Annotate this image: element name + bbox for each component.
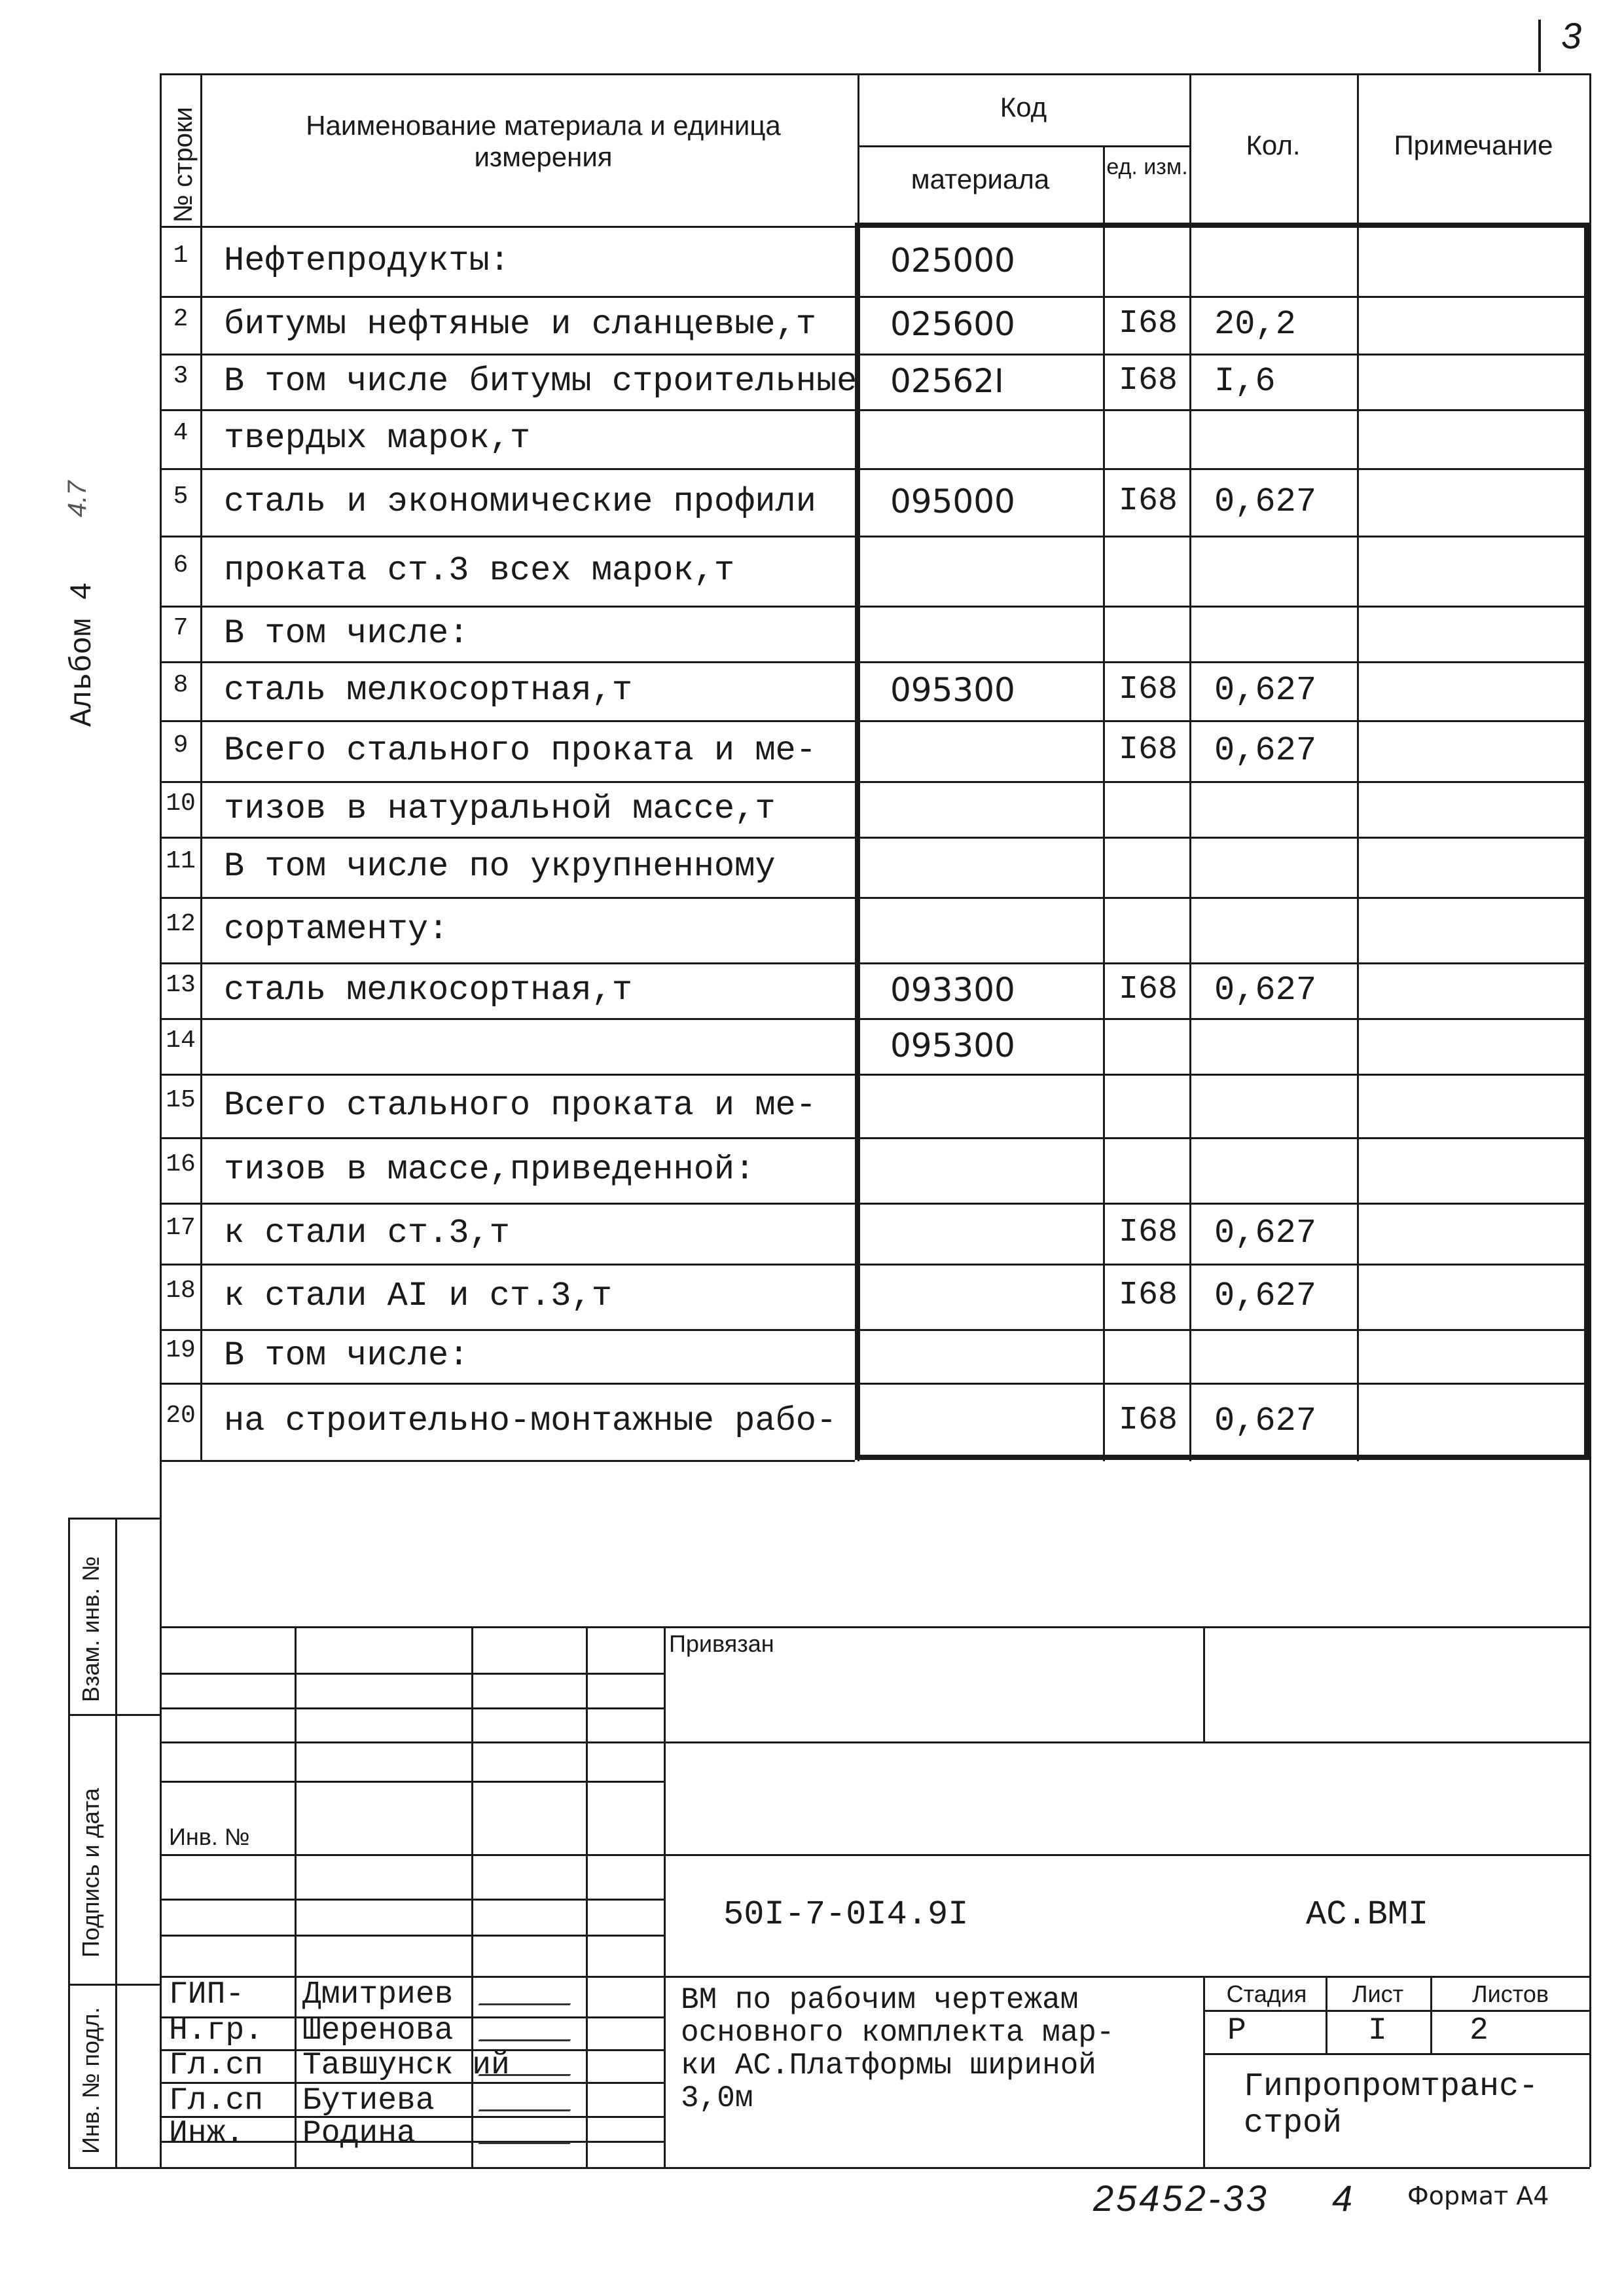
- stage-label: Стадия: [1226, 1980, 1307, 2007]
- row-divider: [160, 897, 1590, 899]
- album-label: Альбом 4: [65, 582, 99, 727]
- footer-number: 25452-33: [1093, 2178, 1269, 2219]
- stamp-org-line: [1203, 2053, 1590, 2055]
- side-line-2: [68, 1714, 160, 1716]
- col-qty-line: [1357, 73, 1359, 1461]
- signer-name: Тавшунск ий: [302, 2048, 510, 2083]
- organization-line: Гипропромтранс-: [1244, 2068, 1539, 2105]
- signature-scribble: [478, 2123, 582, 2144]
- header-code-unit: ед. изм.: [1106, 155, 1188, 179]
- row-number: 15: [166, 1085, 196, 1114]
- material-code: 095000: [890, 482, 1015, 520]
- material-code: 02562I: [890, 361, 1004, 400]
- material-code: 093300: [890, 970, 1015, 1009]
- quantity: 0,627: [1214, 1277, 1317, 1315]
- code-subheader-line: [857, 145, 1189, 147]
- row-number: 14: [166, 1026, 196, 1055]
- material-name: на строительно-монтажные рабо-: [224, 1402, 837, 1440]
- quantity: 0,627: [1214, 482, 1317, 521]
- signer-role: Гл.сп: [169, 2048, 264, 2083]
- quantity: 0,627: [1214, 671, 1317, 710]
- signer-role: Гл.сп: [169, 2083, 264, 2119]
- inv-no-label: Инв. №: [169, 1823, 250, 1850]
- header-qty: Кол.: [1246, 130, 1301, 160]
- material-name: к стали ст.3,т: [224, 1213, 510, 1252]
- side-line-3: [68, 1984, 160, 1986]
- row-divider: [160, 962, 1590, 964]
- side-inv-podl: Инв. № подл.: [77, 2007, 104, 2154]
- frame-top: [160, 73, 1590, 75]
- row-number: 16: [166, 1150, 196, 1178]
- material-name: В том числе:: [224, 1336, 469, 1375]
- signer-role: ГИП-: [169, 1977, 245, 2013]
- row-number: 11: [166, 847, 196, 875]
- sheet-label: Лист: [1352, 1980, 1404, 2007]
- row-number: 1: [173, 241, 189, 270]
- material-name: сталь мелкосортная,т: [224, 671, 633, 710]
- quantity: 20,2: [1214, 305, 1296, 344]
- stamp-col-2: [471, 1626, 473, 2167]
- row-number: 3: [173, 361, 189, 390]
- sheet-value: I: [1368, 2013, 1387, 2049]
- side-line-1: [68, 1518, 160, 1520]
- doc-title-line: ки АС.Платформы шириной: [681, 2049, 1096, 2083]
- stamp-col-privyaz: [1203, 1626, 1205, 1741]
- quantity: 0,627: [1214, 970, 1317, 1010]
- signer-role: Инж.: [169, 2116, 245, 2151]
- row-number: 8: [173, 671, 189, 699]
- organization-line: строй: [1244, 2105, 1343, 2142]
- stamp-line-a: [160, 1673, 664, 1675]
- row-divider: [160, 661, 1590, 663]
- table-bottom-line: [160, 1460, 855, 1462]
- frame-bottom: [68, 2167, 1590, 2169]
- sheets-value: 2: [1470, 2013, 1489, 2049]
- stage-value: Р: [1227, 2013, 1246, 2049]
- doc-title-line: основного комплекта мар-: [681, 2016, 1115, 2050]
- stamp-col-1: [295, 1626, 297, 2167]
- row-number: 6: [173, 551, 189, 579]
- material-code: 095300: [890, 1026, 1015, 1065]
- quantity: 0,627: [1214, 1213, 1317, 1252]
- unit-code: I68: [1118, 482, 1178, 520]
- signature-scribble: [478, 2020, 582, 2041]
- material-name: сталь мелкосортная,т: [224, 970, 633, 1010]
- row-divider: [160, 296, 1590, 298]
- row-number: 13: [166, 970, 196, 999]
- row-divider: [160, 837, 1590, 839]
- unit-code: I68: [1118, 1402, 1178, 1439]
- row-number: 10: [166, 789, 196, 818]
- doc-title: [681, 1984, 1115, 2115]
- row-divider: [160, 1074, 1590, 1076]
- stamp-line-d: [160, 1781, 664, 1783]
- signer-name: Родина: [302, 2116, 416, 2151]
- signer-name: Дмитриев: [302, 1977, 454, 2013]
- col-unit-line: [1189, 73, 1191, 1461]
- material-name: к стали AI и ст.3,т: [224, 1277, 612, 1315]
- material-name: Всего стального проката и ме-: [224, 731, 816, 770]
- quantity: I,6: [1214, 361, 1276, 401]
- row-divider: [160, 468, 1590, 470]
- unit-code: I68: [1118, 1213, 1178, 1251]
- stamp-col-stage: [1203, 1976, 1205, 2167]
- unit-code: I68: [1118, 361, 1178, 399]
- row-divider: [160, 1137, 1590, 1139]
- row-divider: [160, 606, 1590, 608]
- row-divider: [160, 1264, 1590, 1266]
- row-number: 2: [173, 305, 189, 333]
- row-number: 19: [166, 1336, 196, 1364]
- side-mid-line: [115, 1518, 117, 2167]
- unit-code: I68: [1118, 305, 1178, 342]
- side-podpis: Подпись и дата: [77, 1788, 104, 1958]
- stamp-line-g: [160, 1935, 664, 1937]
- frame-left: [160, 73, 162, 2167]
- row-number: 17: [166, 1213, 196, 1242]
- doc-code: 50I-7-0I4.9I: [723, 1895, 969, 1934]
- body-frame-left: [855, 223, 860, 1460]
- doc-title-line: 3,0м: [681, 2081, 753, 2115]
- side-vzam: Взам. инв. №: [77, 1556, 104, 1702]
- row-divider: [160, 720, 1590, 722]
- stamp-line-b: [160, 1707, 664, 1709]
- material-name: Всего стального проката и ме-: [224, 1085, 816, 1125]
- row-divider: [160, 536, 1590, 538]
- doc-title-line: ВМ по рабочим чертежам: [681, 1983, 1079, 2017]
- material-name: битумы нефтяные и сланцевые,т: [224, 305, 816, 344]
- stamp-line-c: [160, 1741, 1590, 1743]
- sheets-label: Листов: [1472, 1980, 1549, 2007]
- stamp-col-4: [664, 1626, 666, 2167]
- header-code: Код: [1000, 92, 1047, 122]
- row-divider: [160, 1383, 1590, 1385]
- unit-code: I68: [1118, 970, 1178, 1008]
- signer-name: Бутиева: [302, 2083, 435, 2119]
- row-number: 5: [173, 482, 189, 511]
- row-number: 18: [166, 1277, 196, 1305]
- material-code: 025600: [890, 305, 1015, 343]
- privyazan-label: Привязан: [669, 1630, 774, 1657]
- material-name: тизов в массе,приведенной:: [224, 1150, 755, 1189]
- material-name: Нефтепродукты:: [224, 241, 510, 280]
- material-name: В том числе:: [224, 613, 469, 653]
- material-name: В том числе битумы строительные: [224, 361, 857, 401]
- row-divider: [160, 354, 1590, 355]
- header-note: Примечание: [1394, 130, 1553, 160]
- stamp-col-3: [586, 1626, 588, 2167]
- page-number: 3: [1561, 15, 1582, 56]
- unit-code: I68: [1118, 731, 1178, 769]
- stamp-top-line: [160, 1626, 1590, 1628]
- footer-sub: 4: [1332, 2178, 1353, 2219]
- row-divider: [160, 409, 1590, 411]
- signer-name: Шеренова: [302, 2013, 454, 2049]
- signature-scribble: [478, 2054, 582, 2076]
- stamp-col-sheets: [1430, 1976, 1432, 2053]
- album-mark: 4.7: [63, 481, 92, 517]
- organization: [1244, 2069, 1538, 2142]
- material-code: 025000: [890, 241, 1015, 280]
- material-name: сталь и экономические профили: [224, 482, 816, 521]
- col-rowno-line: [200, 73, 202, 1461]
- material-code: 095300: [890, 671, 1015, 709]
- header-name: Наименование материала и единица измерения: [306, 110, 781, 172]
- stamp-stage-line: [1203, 2010, 1590, 2012]
- page-number-rule: [1538, 20, 1541, 72]
- unit-code: I68: [1118, 1277, 1178, 1314]
- material-name: тизов в натуральной массе,т: [224, 789, 776, 828]
- side-frame-left: [68, 1518, 70, 2167]
- material-name: сортаменту:: [224, 910, 449, 949]
- quantity: 0,627: [1214, 731, 1317, 770]
- row-number: 7: [173, 613, 189, 642]
- stamp-col-sheet: [1326, 1976, 1327, 2053]
- signature-scribble: [478, 1984, 582, 2005]
- stamp-line-e: [160, 1854, 1590, 1856]
- frame-right: [1589, 73, 1591, 2167]
- row-divider: [160, 1018, 1590, 1020]
- row-divider: [160, 1329, 1590, 1331]
- row-number: 9: [173, 731, 189, 759]
- body-frame-right: [1584, 223, 1589, 1460]
- doc-mark: АС.ВМI: [1306, 1895, 1429, 1934]
- unit-code: I68: [1118, 671, 1178, 708]
- row-divider: [160, 781, 1590, 783]
- stamp-line-f: [160, 1899, 664, 1901]
- body-frame-bottom: [855, 1455, 1590, 1460]
- row-number: 12: [166, 910, 196, 938]
- material-name: В том числе по укрупненному: [224, 847, 776, 886]
- body-frame-top: [855, 223, 1590, 228]
- format-label: Формат А4: [1407, 2181, 1549, 2210]
- header-code-material: материала: [911, 164, 1050, 194]
- header-bottom-line: [160, 226, 855, 228]
- header-row-no: № строки: [169, 107, 198, 223]
- row-divider: [160, 1203, 1590, 1205]
- row-number: 4: [173, 419, 189, 447]
- material-name: твердых марок,т: [224, 419, 531, 458]
- signer-role: Н.гр.: [169, 2013, 264, 2049]
- row-number: 20: [166, 1402, 196, 1430]
- signature-scribble: [478, 2090, 582, 2111]
- quantity: 0,627: [1214, 1402, 1317, 1440]
- material-name: проката ст.3 всех марок,т: [224, 551, 735, 590]
